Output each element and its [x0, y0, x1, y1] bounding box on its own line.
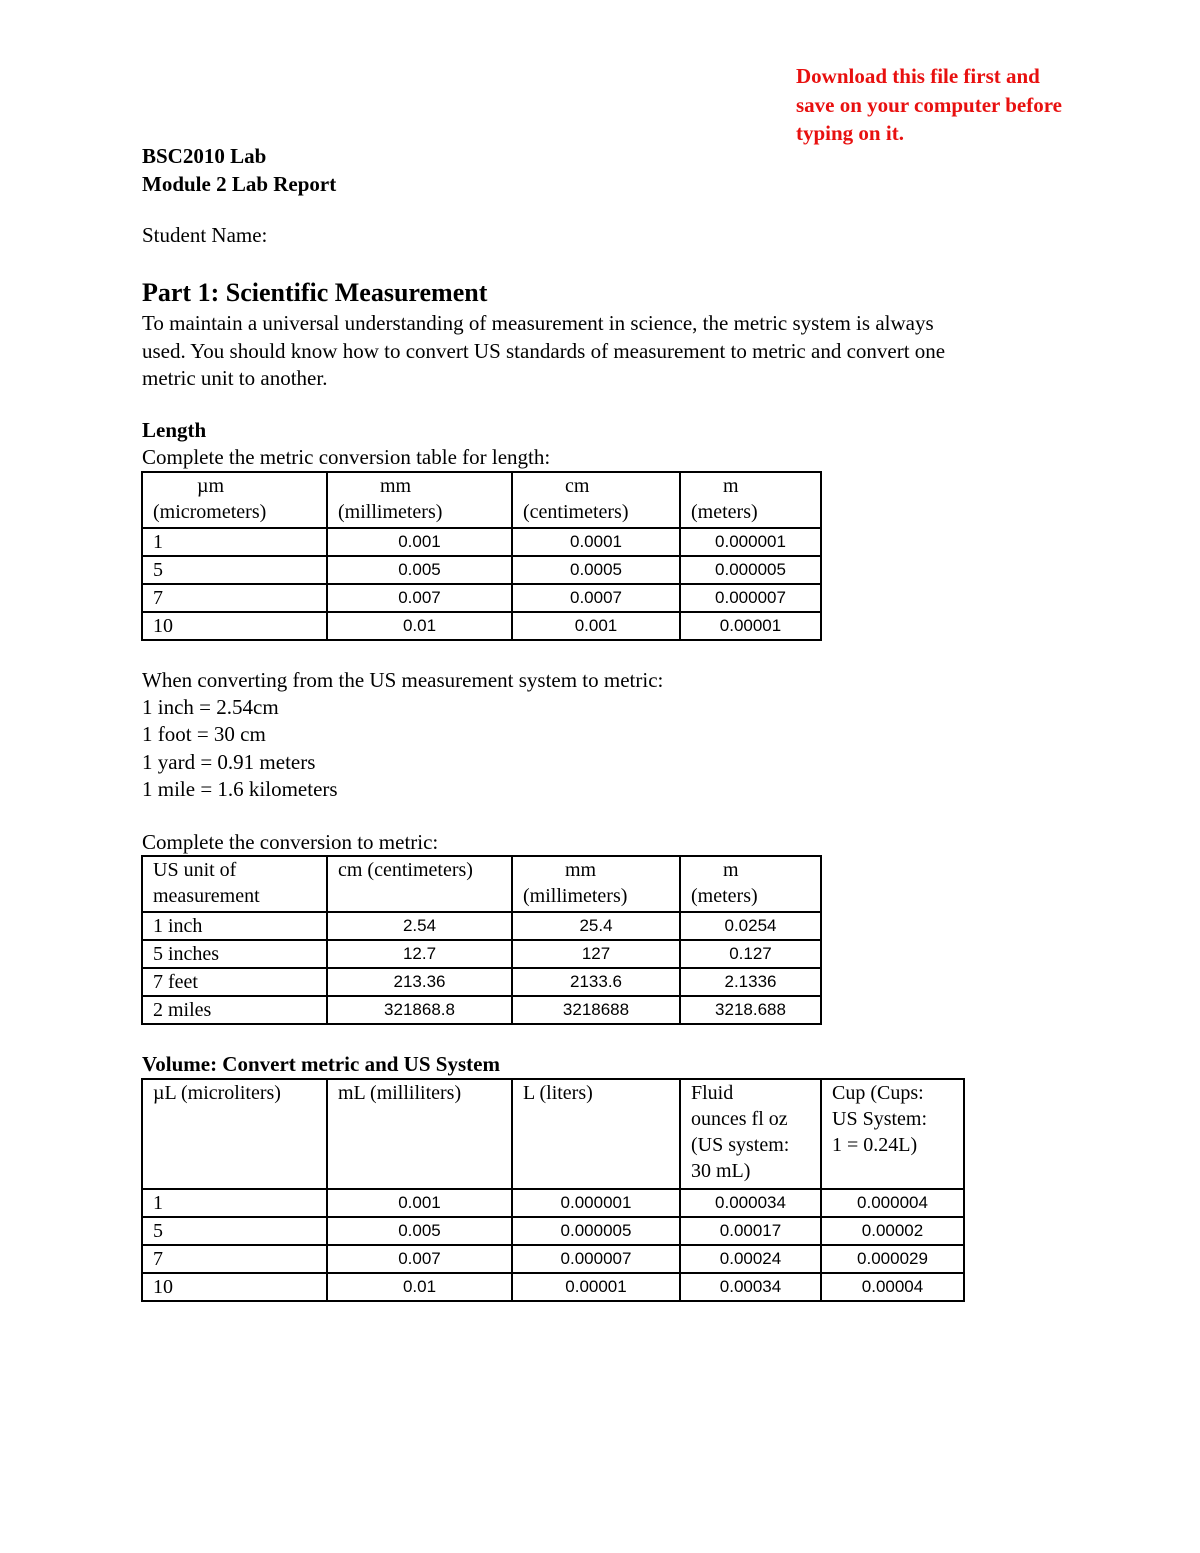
cell: 0.01 [327, 1273, 512, 1301]
table-header-row [142, 472, 821, 528]
intro-line: To maintain a universal understanding of measurement in science, the metric system is always [142, 311, 934, 335]
cell: 0.007 [327, 584, 512, 612]
cell: 7 [142, 584, 327, 612]
length-table [141, 471, 822, 641]
header-cell: m (meters) [680, 856, 821, 912]
cell: 0.005 [327, 1217, 512, 1245]
table-row [142, 1217, 964, 1245]
header-cell: mm (millimeters) [512, 856, 680, 912]
metric-conversion-table [141, 855, 822, 1025]
intro-line: used. You should know how to convert US standards of measurement to metric and convert one [142, 338, 946, 363]
cell: 1 [142, 1189, 327, 1217]
notice-line: save on your computer before [796, 92, 1062, 117]
table-row [142, 556, 821, 584]
cell: 321868.8 [327, 996, 512, 1024]
cell: 0.001 [327, 1189, 512, 1217]
cell: 0.0007 [512, 584, 680, 612]
cell: 2.54 [327, 912, 512, 940]
table-row [142, 1273, 964, 1301]
table-row [142, 996, 821, 1024]
cell: 0.007 [327, 1245, 512, 1273]
download-notice [796, 62, 1126, 148]
cell: 0.0005 [512, 556, 680, 584]
student-name-label: Student Name: [142, 223, 268, 247]
cell: 5 [142, 556, 327, 584]
cell: 1 [142, 528, 327, 556]
cell: 3218688 [512, 996, 680, 1024]
cell: 0.01 [327, 612, 512, 640]
cell: 0.127 [680, 940, 821, 968]
cell: 2133.6 [512, 968, 680, 996]
table-row [142, 912, 821, 940]
us-conversion-facts [142, 667, 663, 803]
cell: 0.00004 [821, 1273, 964, 1301]
cell: 0.00001 [680, 612, 821, 640]
volume-heading: Volume: Convert metric and US System [142, 1052, 500, 1076]
cell: 0.000007 [680, 584, 821, 612]
cell: 0.005 [327, 556, 512, 584]
cell: 12.7 [327, 940, 512, 968]
report-header [142, 142, 336, 198]
table-header-row [142, 856, 821, 912]
cell: 0.001 [512, 612, 680, 640]
table-row [142, 612, 821, 640]
metric-conversion-instruction: Complete the conversion to metric: [142, 830, 439, 854]
cell: 0.00001 [512, 1273, 680, 1301]
cell: 0.000029 [821, 1245, 964, 1273]
cell: 0.00017 [680, 1217, 821, 1245]
cell: 213.36 [327, 968, 512, 996]
volume-table [141, 1078, 965, 1302]
cell: 0.000005 [512, 1217, 680, 1245]
header-cell: mL (milliliters) [327, 1079, 512, 1189]
cell: 127 [512, 940, 680, 968]
header-cell: µL (microliters) [142, 1079, 327, 1189]
cell: 10 [142, 1273, 327, 1301]
header-cell: mm (millimeters) [327, 472, 512, 528]
table-row [142, 528, 821, 556]
cell: 0.0254 [680, 912, 821, 940]
course-title: BSC2010 Lab [142, 144, 267, 168]
header-cell: cm (centimeters) [512, 472, 680, 528]
cell: 0.000034 [680, 1189, 821, 1217]
cell: 0.000001 [680, 528, 821, 556]
length-instruction: Complete the metric conversion table for length: [142, 445, 551, 469]
header-cell: US unit of measurement [142, 856, 327, 912]
header-cell: Cup (Cups: US System: 1 = 0.24L) [821, 1079, 964, 1189]
intro-line: metric unit to another. [142, 366, 328, 390]
cell: 2 miles [142, 996, 327, 1024]
us-conversion-intro: When converting from the US measurement system to metric: [142, 668, 664, 692]
notice-line: typing on it. [796, 121, 904, 145]
cell: 25.4 [512, 912, 680, 940]
cell: 5 [142, 1217, 327, 1245]
conversion-fact: 1 inch = 2.54cm [142, 695, 279, 720]
cell: 0.000005 [680, 556, 821, 584]
cell: 5 inches [142, 940, 327, 968]
conversion-fact: 1 mile = 1.6 kilometers [142, 776, 338, 801]
cell: 0.000004 [821, 1189, 964, 1217]
cell: 3218.688 [680, 996, 821, 1024]
conversion-fact: 1 foot = 30 cm [142, 722, 266, 747]
header-cell: cm (centimeters) [327, 856, 512, 912]
cell: 0.00034 [680, 1273, 821, 1301]
table-row [142, 1189, 964, 1217]
header-cell: Fluid ounces fl oz (US system: 30 mL) [680, 1079, 821, 1189]
cell: 7 feet [142, 968, 327, 996]
cell: 7 [142, 1245, 327, 1273]
table-row [142, 1245, 964, 1273]
conversion-fact: 1 yard = 0.91 meters [142, 749, 316, 774]
cell: 0.000001 [512, 1189, 680, 1217]
table-header-row [142, 1079, 964, 1189]
cell: 0.00002 [821, 1217, 964, 1245]
cell: 0.00024 [680, 1245, 821, 1273]
cell: 0.001 [327, 528, 512, 556]
module-title: Module 2 Lab Report [142, 172, 337, 196]
header-cell: m (meters) [680, 472, 821, 528]
intro-paragraph [142, 310, 1082, 393]
table-row [142, 940, 821, 968]
header-cell: L (liters) [512, 1079, 680, 1189]
table-row [142, 968, 821, 996]
notice-line: Download this file first and [796, 64, 1040, 88]
cell: 0.0001 [512, 528, 680, 556]
part-title: Part 1: Scientific Measurement [142, 278, 488, 307]
cell: 0.000007 [512, 1245, 680, 1273]
cell: 1 inch [142, 912, 327, 940]
table-row [142, 584, 821, 612]
cell: 2.1336 [680, 968, 821, 996]
header-cell: µm (micrometers) [142, 472, 327, 528]
length-heading: Length [142, 418, 207, 442]
cell: 10 [142, 612, 327, 640]
